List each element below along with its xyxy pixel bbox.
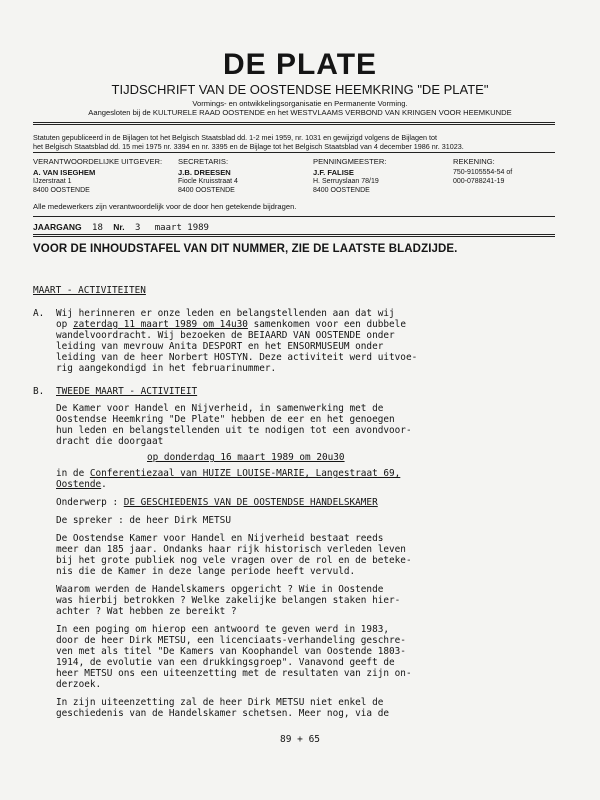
contents-banner: VOOR DE INHOUDSTAFEL VAN DIT NUMMER, ZIE DE LAATSTE BLADZIJDE. xyxy=(33,243,458,255)
item-a-date: zaterdag 11 maart 1989 om 14u30 xyxy=(72,319,248,330)
statuten-line-1: Statuten gepubliceerd in de Bijlagen tot het Belgisch Staatsblad dd. 1-2 mei 1959, nr. 1031 en gewijzigd volgens de Bijlagen tot xyxy=(33,133,437,142)
issue-line xyxy=(33,222,209,233)
section-heading: MAART - ACTIVITEITEN xyxy=(33,285,146,296)
penningmeester-address: H. Serruyslaan 78/19 xyxy=(313,178,379,185)
paragraph-line: 1914, de evolutie van een drukkingsgroep". Vanavond geeft de xyxy=(56,657,395,668)
statuten-line-2: het Belgisch Staatsblad dd. 15 mei 1975 nr. 3394 en nr. 3395 en de Bijlage tot het Belgisch Staatsblad van 4 december 1986 nr. 31023. xyxy=(33,142,464,151)
uitgever-label: VERANTWOORDELIJKE UITGEVER: xyxy=(33,157,163,166)
item-a-line: op zaterdag 11 maart 1989 om 14u30 samenkomen voor een dubbele xyxy=(56,319,406,330)
jaargang-value: 18 xyxy=(92,223,103,233)
divider xyxy=(33,122,555,123)
paragraph-line: In een poging om hierop een antwoord te geven werd in 1983, xyxy=(56,624,390,635)
event-location-city: Oostende. xyxy=(56,479,107,490)
paragraph-line: heer METSU ons een uiteenzetting met de resultaten van zijn on- xyxy=(56,668,412,679)
secretaris-city: 8400 OOSTENDE xyxy=(178,187,235,194)
item-a-line: rig aangekondigd in het februarinummer. xyxy=(56,363,277,374)
masthead-line-1: Vormings- en ontwikkelingsorganisatie en Permanente Vorming. xyxy=(192,99,408,108)
paragraph-line: In zijn uiteenzetting zal de heer Dirk METSU niet enkel de xyxy=(56,697,384,708)
item-a-line: Wij herinneren er onze leden en belangstellenden aan dat wij xyxy=(56,308,395,319)
item-a-line: wandelvoordracht. Wij bezoeken de BEIAARD VAN OOSTENDE onder xyxy=(56,330,395,341)
secretaris-label: SECRETARIS: xyxy=(178,157,229,166)
penningmeester-name: J.F. FALISE xyxy=(313,168,354,177)
jaargang-label: JAARGANG xyxy=(33,222,82,232)
uitgever-city: 8400 OOSTENDE xyxy=(33,187,90,194)
event-subject: Onderwerp : DE GESCHIEDENIS VAN DE OOSTENDSE HANDELSKAMER xyxy=(56,497,378,508)
event-location: in de Conferentiezaal van HUIZE LOUISE-MARIE, Langestraat 69, xyxy=(56,468,401,479)
event-date: op donderdag 16 maart 1989 om 20u30 xyxy=(147,452,345,463)
responsibility-note: Alle medewerkers zijn verantwoordelijk voor de door hen getekende bijdragen. xyxy=(33,202,297,211)
paragraph-line: Waarom werden de Handelskamers opgericht ? Wie in Oostende xyxy=(56,584,384,595)
item-b-line: hun leden en belangstellenden uit te nodigen tot een avondvoor- xyxy=(56,425,412,436)
paragraph-line: derzoek. xyxy=(56,679,102,690)
item-b-line: dracht die doorgaat xyxy=(56,436,164,447)
item-b-line: Oostendse Heemkring "De Plate" hebben de eer en het genoegen xyxy=(56,414,395,425)
paragraph-line: meer dan 185 jaar. Ondanks haar rijk historisch verleden leven xyxy=(56,544,406,555)
secretaris-address: Fiocle Kruisstraat 4 xyxy=(178,178,238,185)
masthead-line-2: Aangesloten bij de KULTURELE RAAD OOSTENDE en het WESTVLAAMS VERBOND VAN KRINGEN VOOR HEEMKUNDE xyxy=(88,108,512,117)
divider xyxy=(33,124,555,125)
secretaris-name: J.B. DREESEN xyxy=(178,168,231,177)
paragraph-line: De Oostendse Kamer voor Handel en Nijverheid bestaat reeds xyxy=(56,533,384,544)
masthead-subtitle: TIJDSCHRIFT VAN DE OOSTENDSE HEEMKRING "DE PLATE" xyxy=(111,82,489,97)
nr-value: 3 xyxy=(134,223,141,233)
item-b-heading: TWEEDE MAART - ACTIVITEIT xyxy=(56,386,198,397)
uitgever-name: A. VAN ISEGHEM xyxy=(33,168,96,177)
paragraph-line: bij het grote publiek nog vele vragen over de rol en de beteke- xyxy=(56,555,412,566)
divider xyxy=(33,234,555,235)
item-b-line: De Kamer voor Handel en Nijverheid, in samenwerking met de xyxy=(56,403,384,414)
divider xyxy=(33,216,555,217)
issue-date: maart 1989 xyxy=(154,223,209,233)
rekening-number-2: 000-0788241-19 xyxy=(453,178,505,185)
item-a-marker: A. xyxy=(33,308,45,319)
rekening-label: REKENING: xyxy=(453,157,495,166)
page-number: 89 + 65 xyxy=(279,734,321,745)
penningmeester-city: 8400 OOSTENDE xyxy=(313,187,370,194)
rekening-number-1: 750-9105554-54 of xyxy=(453,169,513,176)
paragraph-line: nis die de Kamer in deze lange periode heeft vervuld. xyxy=(56,566,356,577)
divider xyxy=(33,152,555,153)
penningmeester-label: PENNINGMEESTER: xyxy=(313,157,387,166)
divider xyxy=(33,236,555,237)
paragraph-line: ven met als titel "De Kamers van Koophandel van Oostende 1803- xyxy=(56,646,406,657)
nr-label: Nr. xyxy=(113,222,125,232)
event-speaker: De spreker : de heer Dirk METSU xyxy=(56,515,231,526)
uitgever-address: IJzerstraat 1 xyxy=(33,178,72,185)
item-a-line: leiding van de heer Norbert HOSTYN. Deze activiteit werd uitvoe- xyxy=(56,352,418,363)
item-b-marker: B. xyxy=(33,386,45,397)
paragraph-line: door de heer Dirk METSU, een licenciaats-verhandeling geschre- xyxy=(56,635,406,646)
paragraph-line: geschiedenis van de Handelskamer schetsen. Meer nog, via de xyxy=(56,708,390,719)
masthead-title: DE PLATE xyxy=(222,48,378,81)
paragraph-line: achter ? Wat hebben ze bereikt ? xyxy=(56,606,237,617)
paragraph-line: was hierbij betrokken ? Welke zakelijke belangen staken hier- xyxy=(56,595,401,606)
item-a-line: leiding van mevrouw Anita DESPORT en het ENSORMUSEUM onder xyxy=(56,341,384,352)
